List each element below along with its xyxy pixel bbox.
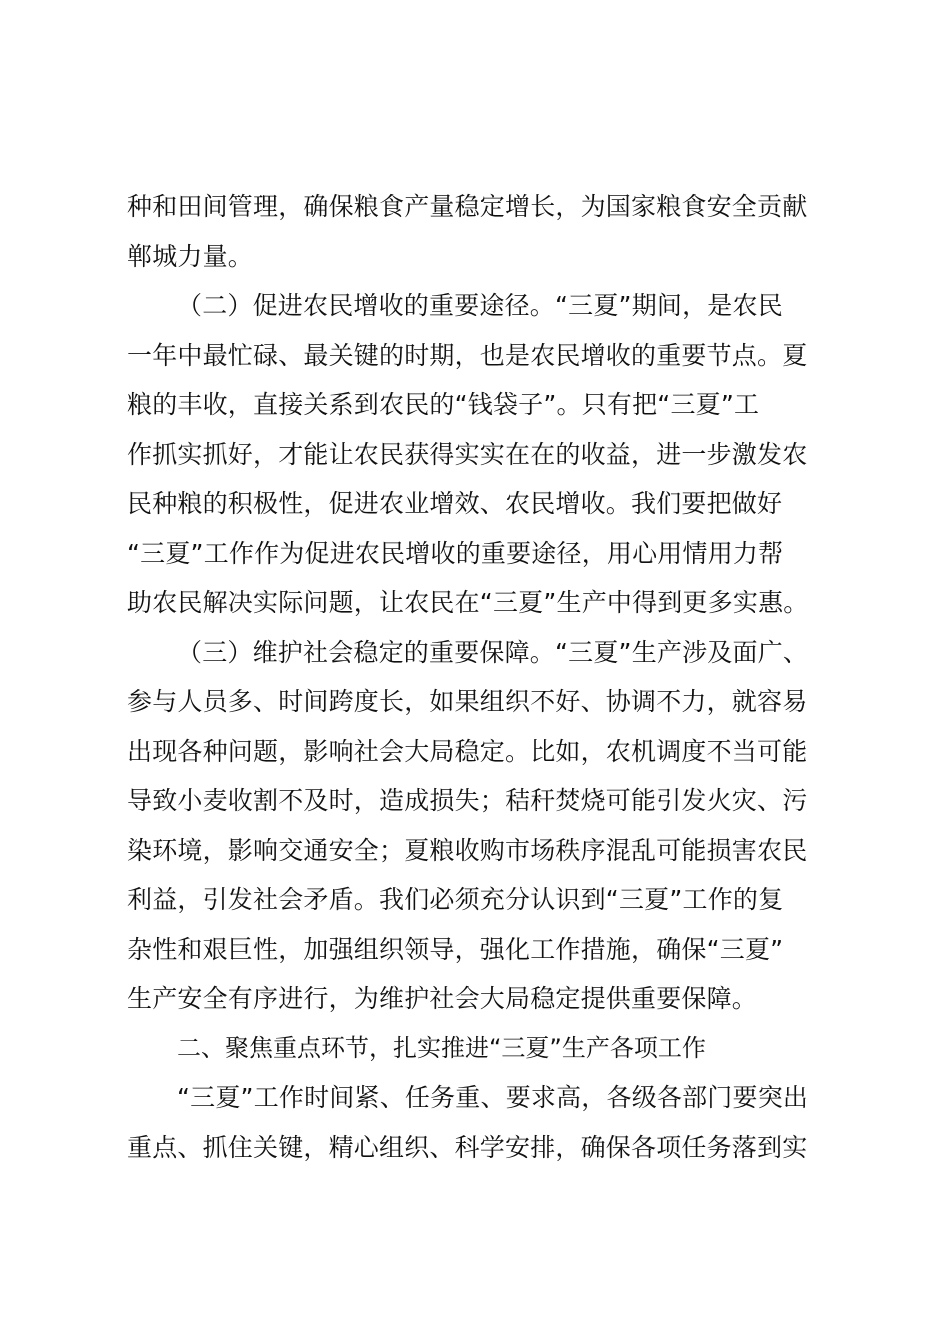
document-body (127, 182, 833, 1172)
section-paragraph-start: （二）促进农民增收的重要途径。“三夏”期间，是农民 (177, 291, 783, 320)
body-line: “三夏”工作作为促进农民增收的重要途径，用心用情用力帮 (127, 538, 784, 568)
body-line: 出现各种问题，影响社会大局稳定。比如，农机调度不当可能 (127, 736, 808, 766)
body-line: 一年中最忙碌、最关键的时期，也是农民增收的重要节点。夏 (127, 340, 808, 370)
paragraph-start: “三夏”工作时间紧、任务重、要求高，各级各部门要突出 (177, 1083, 809, 1112)
body-line: 利益，引发社会矛盾。我们必须充分认识到“三夏”工作的复 (127, 885, 784, 914)
body-line: 作抓实抓好，才能让农民获得实实在在的收益，进一步激发农 (127, 439, 808, 469)
body-line: 粮的丰收，直接关系到农民的“钱袋子”。只有把“三夏”工 (127, 390, 760, 419)
body-line: 染环境，影响交通安全；夏粮收购市场秩序混乱可能损害农民 (127, 835, 808, 865)
body-line: 杂性和艰巨性，加强组织领导，强化工作措施，确保“三夏” (127, 934, 784, 964)
body-line: 参与人员多、时间跨度长，如果组织不好、协调不力，就容易 (127, 687, 808, 716)
body-line: 郸城力量。 (127, 241, 254, 271)
section-heading: 二、聚焦重点环节，扎实推进“三夏”生产各项工作 (177, 1033, 706, 1062)
body-line: 导致小麦收割不及时，造成损失；秸秆焚烧可能引发火灾、污 (127, 786, 808, 815)
body-line: 生产安全有序进行，为维护社会大局稳定提供重要保障。 (127, 984, 758, 1013)
body-line: 助农民解决实际问题，让农民在“三夏”生产中得到更多实惠。 (127, 588, 809, 617)
body-line: 重点、抓住关键，精心组织、科学安排，确保各项任务落到实 (127, 1132, 808, 1162)
body-line: 种和田间管理，确保粮食产量稳定增长，为国家粮食安全贡献 (127, 192, 808, 221)
section-paragraph-start: （三）维护社会稳定的重要保障。“三夏”生产涉及面广、 (177, 637, 809, 667)
body-line: 民种粮的积极性，促进农业增效、农民增收。我们要把做好 (127, 489, 783, 518)
